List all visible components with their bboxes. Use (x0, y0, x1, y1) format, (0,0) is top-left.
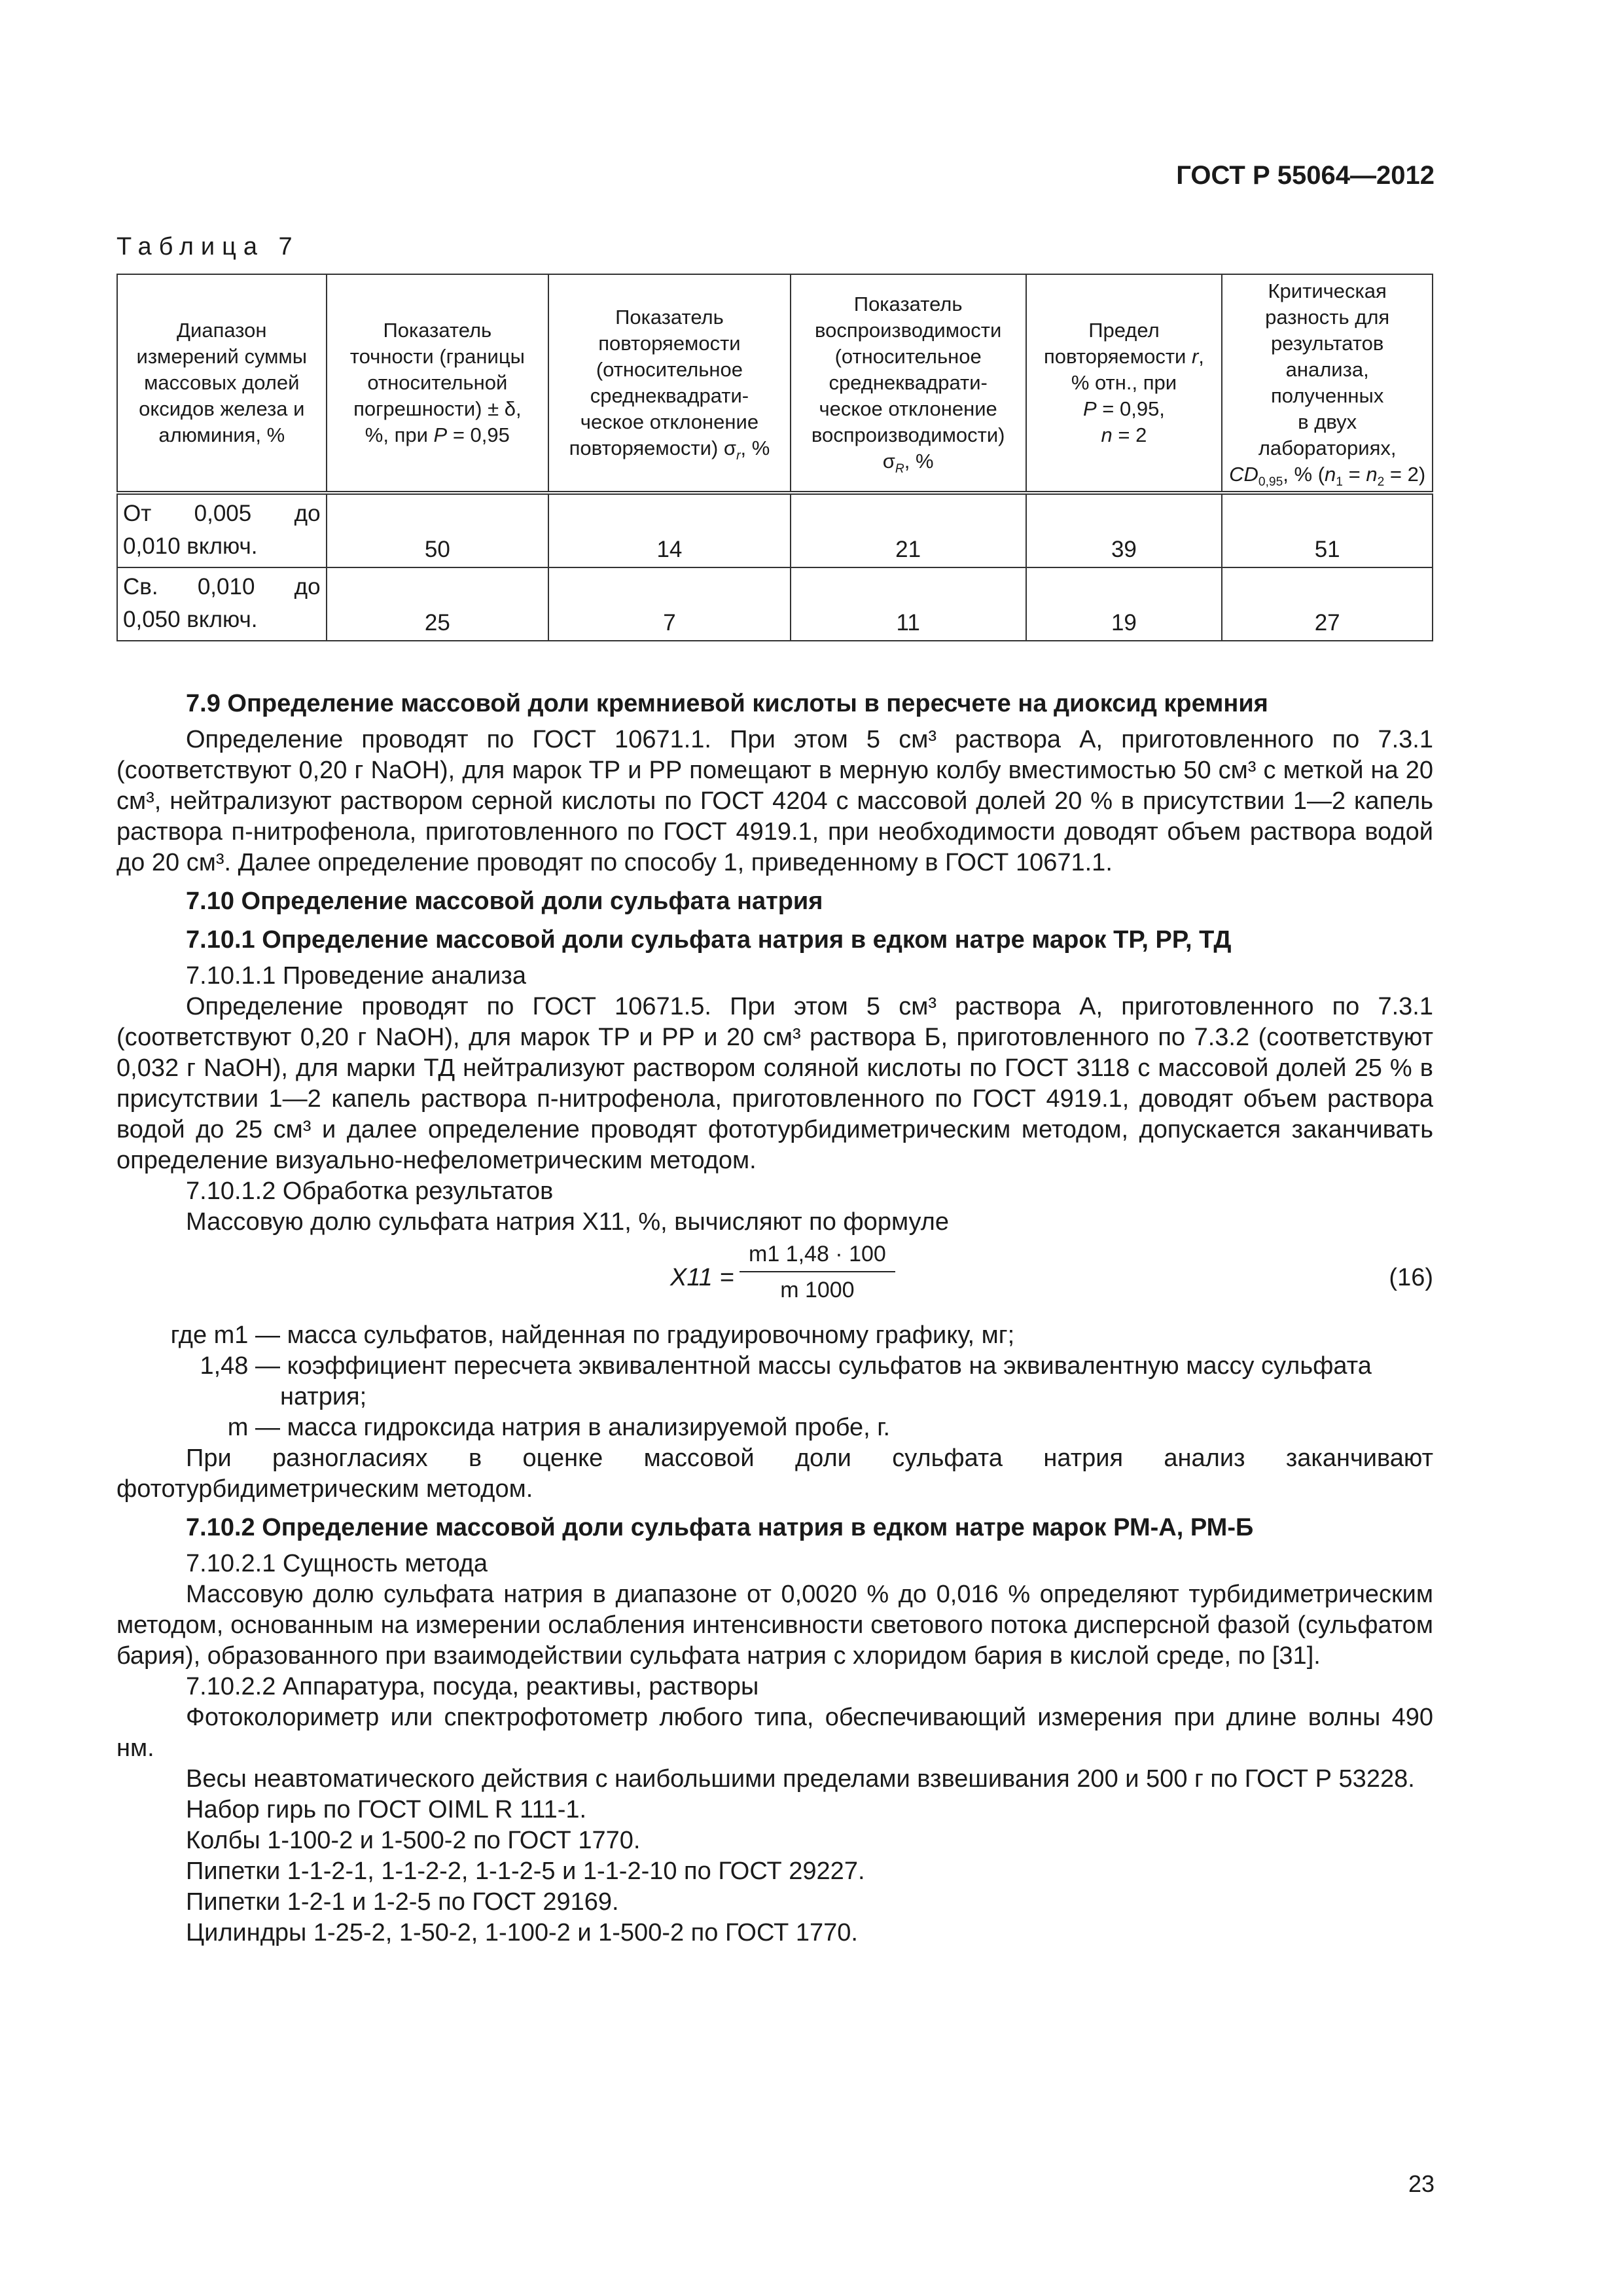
list-item: Цилиндры 1-25-2, 1-50-2, 1-100-2 и 1-500-2 по ГОСТ 1770. (186, 1919, 858, 1946)
paragraph: Весы неавтоматического действия с наибольшими пределами взвешивания 200 и 500 г по ГОСТ Р 53228. (186, 1765, 1415, 1793)
clause-title: 7.10.1.2 Обработка результатов (186, 1177, 554, 1205)
legend-item: 1,48 — коэффициент пересчета эквивалентной массы сульфатов на эквивалентную массу сульфата натрия; (200, 1352, 1372, 1410)
paragraph: Массовую долю сульфата натрия в диапазоне от 0,0020 % до 0,016 % определяют турбидиметрическим методом, основанным на измерении ослабления интенсивности светового потока дисперсной фазой (сульфатом бария), образованного при взаимодействии сульфата натрия с хлоридом бария в кислой среде, по [31]. (116, 1581, 1433, 1670)
paragraph: При разногласиях в оценке массовой доли сульфата натрия анализ заканчивают фототурбидиметрическим методом. (116, 1444, 1433, 1503)
list-item: Пипетки 1-1-2-1, 1-1-2-2, 1-1-2-5 и 1-1-2-10 по ГОСТ 29227. (186, 1857, 865, 1885)
list-item: Набор гирь по ГОСТ OIML R 111-1. (186, 1796, 587, 1823)
list-item: Пипетки 1-2-1 и 1-2-5 по ГОСТ 29169. (186, 1888, 619, 1916)
table-cell: 25 (327, 567, 549, 641)
header-critical-difference: Критическая разность для результатов анализа, полученных в двух лабораториях, $CD_{0,95}$, % $(n_1 = n_2 = 2)$ (1222, 274, 1433, 493)
header-range: Диапазон измерений суммы массовых долей оксидов железа и алюминия, % (117, 274, 327, 493)
document-body (116, 681, 1433, 1948)
formula-legend (116, 1320, 1433, 1443)
page-number: 23 (1408, 2170, 1435, 2197)
legend-item: m — масса гидроксида натрия в анализируемой пробе, г. (227, 1414, 891, 1441)
table-cell: 51 (1222, 493, 1433, 567)
table-cell: 21 (791, 493, 1026, 567)
clause-title: 7.10.2.1 Сущность метода (186, 1550, 488, 1577)
clause-title: 7.10.2.2 Аппаратура, посуда, реактивы, растворы (186, 1673, 759, 1700)
section-heading-7-10: 7.10 Определение массовой доли сульфата натрия (186, 888, 823, 915)
table-caption: Таблица 7 (116, 233, 300, 260)
standard-header: ГОСТ Р 55064—2012 (1176, 161, 1435, 190)
section-heading-7-9: 7.9 Определение массовой доли кремниевой кислоты в пересчете на диоксид кремния (186, 690, 1268, 717)
paragraph: Массовую долю сульфата натрия X11, %, вычисляют по формуле (186, 1208, 949, 1236)
header-accuracy: Показатель точности (границы относительной погрешности) ± δ, %, при P = 0,95 (327, 274, 549, 493)
table-cell: 14 (548, 493, 791, 567)
table-cell: 39 (1026, 493, 1222, 567)
paragraph: Фотоколориметр или спектрофотометр любого типа, обеспечивающий измерения при длине волны 490 нм. (116, 1704, 1433, 1762)
table-7 (116, 274, 1433, 641)
table-cell-range: Св. 0,010 до 0,050 включ. (117, 567, 327, 641)
table-cell: 19 (1026, 567, 1222, 641)
subsection-heading-7-10-1: 7.10.1 Определение массовой доли сульфата натрия в едком натре марок ТР, РР, ТД (186, 926, 1232, 954)
formula-denominator: m 1000 (780, 1278, 855, 1302)
table-cell: 50 (327, 493, 549, 567)
formula-number: (16) (1389, 1264, 1433, 1291)
table-row (117, 567, 1433, 641)
table-cell: 11 (791, 567, 1026, 641)
subsection-heading-7-10-2: 7.10.2 Определение массовой доли сульфата натрия в едком натре марок РМ-А, РМ-Б (186, 1514, 1254, 1541)
formula-lhs: X11 = (670, 1264, 734, 1291)
table-cell-range: От 0,005 до 0,010 включ. (117, 493, 327, 567)
list-item: Колбы 1-100-2 и 1-500-2 по ГОСТ 1770. (186, 1827, 641, 1854)
table-header-row (117, 274, 1433, 493)
header-repeatability-limit: Предел повторяемости r, % отн., при P = 0,95, n = 2 (1026, 274, 1222, 493)
legend-item: где m1 — масса сульфатов, найденная по градуировочному графику, мг; (170, 1321, 1015, 1349)
formula-fraction (740, 1239, 895, 1306)
formula-16 (116, 1239, 1433, 1319)
formula-numerator: m1 1,48 · 100 (740, 1239, 895, 1272)
table-cell: 7 (548, 567, 791, 641)
paragraph: Определение проводят по ГОСТ 10671.1. При этом 5 см³ раствора А, приготовленного по 7.3.1 (соответствуют 0,20 г NaOH), для марок ТР и РР помещают в мерную колбу вместимостью 50 см³ с меткой на 20 см³, нейтрализуют раствором серной кислоты по ГОСТ 4204 с массовой долей 20 % в присутствии 1—2 капель раствора п-нитрофенола, приготовленного по ГОСТ 4919.1, при необходимости доводят объем раствора водой до 20 см³. Далее определение проводят по способу 1, приведенному в ГОСТ 10671.1. (116, 726, 1433, 876)
clause-title: 7.10.1.1 Проведение анализа (186, 962, 526, 990)
table-cell: 27 (1222, 567, 1433, 641)
header-repeatability: Показатель повторяемости (относительное среднеквадрати- ческое отклонение повторяемости) $\sigma_r$, % (548, 274, 791, 493)
paragraph: Определение проводят по ГОСТ 10671.5. При этом 5 см³ раствора А, приготовленного по 7.3.1 (соответствуют 0,20 г NaOH), для марок ТР и РР и 20 см³ раствора Б, приготовленного по 7.3.2 (соответствуют 0,032 г NaOH), для марки ТД нейтрализуют раствором соляной кислоты по ГОСТ 3118 с массовой долей 25 % в присутствии 1—2 капель раствора п-нитрофенола, приготовленного по ГОСТ 4919.1, доводят объем раствора водой до 25 см³ и далее определение проводят фототурбидиметрическим методом, допускается заканчивать определение визуально-нефелометрическим методом. (116, 993, 1433, 1174)
header-reproducibility: Показатель воспроизводимости (относительное среднеквадрати- ческое отклонение воспроизводимости) $\sigma_R$, % (791, 274, 1026, 493)
table-row (117, 493, 1433, 567)
